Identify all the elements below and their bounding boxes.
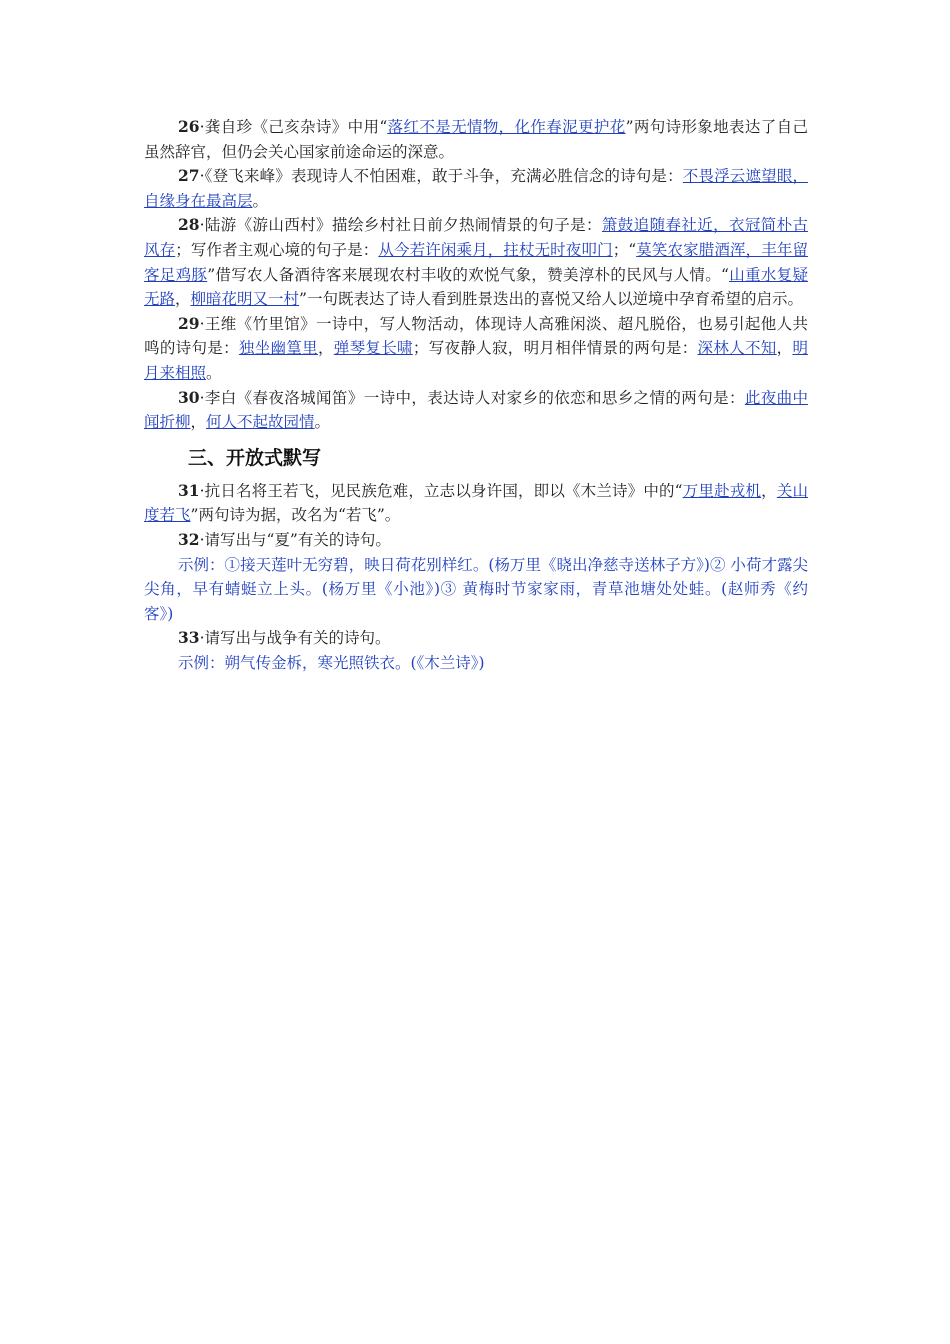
question-text: ， bbox=[175, 290, 191, 309]
question-number: 30 bbox=[178, 387, 200, 407]
question-text: ， bbox=[190, 413, 207, 432]
question-text: ·王维《竹里馆》一诗中，写人物活动，体现诗人高雅闲淡、超凡脱俗，也易引起他人共鸣的诗句是： bbox=[144, 314, 808, 358]
answer: 山重水复疑无路 bbox=[144, 265, 808, 309]
question-28 bbox=[144, 213, 808, 311]
question-text: ”两句诗为据，改名为“若飞”。 bbox=[190, 506, 401, 525]
answer: 箫鼓追随春社近，衣冠简朴古风存 bbox=[144, 216, 808, 259]
question-text: ·陆游《游山西村》描绘乡村社日前夕热闹情景的句子是： bbox=[199, 216, 602, 235]
question-text: 。 bbox=[314, 413, 331, 432]
question-text: ”两句诗形象地表达了自己虽然辞官，但仍会关心国家前途命运的深意。 bbox=[144, 118, 808, 161]
question-text: ， bbox=[776, 339, 793, 358]
question-text: ·《登飞来峰》表现诗人不怕困难，敢于斗争，充满必胜信念的诗句是： bbox=[199, 167, 683, 186]
answer: 弹琴复长啸 bbox=[333, 339, 413, 358]
question-number: 27 bbox=[178, 166, 200, 186]
question-31 bbox=[144, 479, 808, 528]
question-27 bbox=[144, 164, 808, 213]
question-text: ；写夜静人寂，明月相伴情景的两句是： bbox=[412, 339, 698, 358]
answer: 此夜曲中闻折柳 bbox=[144, 388, 808, 432]
question-number: 29 bbox=[178, 313, 200, 333]
question-text: ， bbox=[761, 481, 777, 500]
question-number: 26 bbox=[178, 117, 200, 136]
question-30 bbox=[144, 386, 808, 435]
answer: 不畏浮云遮望眼，自缘身在最高层 bbox=[144, 167, 808, 210]
question-text: ·请写出与“夏”有关的诗句。 bbox=[199, 530, 391, 549]
answer: 独坐幽篁里 bbox=[238, 339, 318, 358]
question-32 bbox=[144, 528, 808, 553]
question-33 bbox=[144, 626, 808, 651]
example-answer: 示例：①接天莲叶无穷碧，映日荷花别样红。(杨万里《晓出净慈寺送林子方》)② 小荷才露尖尖角，早有蜻蜓立上头。(杨万里《小池》)③ 黄梅时节家家雨，青草池塘处处蛙。(赵师秀《约客》) bbox=[144, 555, 808, 623]
question-29 bbox=[144, 312, 808, 386]
question-text: ；写作者主观心境的句子是： bbox=[175, 240, 379, 259]
example-answer: 示例：朔气传金柝，寒光照铁衣。(《木兰诗》) bbox=[178, 653, 485, 672]
question-number: 33 bbox=[178, 628, 200, 648]
question-number: 32 bbox=[178, 529, 200, 549]
answer: 万里赴戎机 bbox=[682, 481, 762, 500]
question-text: ·龚自珍《己亥杂诗》中用“ bbox=[199, 118, 388, 136]
question-text: 。 bbox=[206, 363, 222, 382]
answer: 莫笑农家腊酒浑，丰年留客足鸡豚 bbox=[144, 240, 808, 284]
question-text: ·请写出与战争有关的诗句。 bbox=[199, 629, 391, 648]
answer: 柳暗花明又一村 bbox=[190, 290, 300, 309]
question-text: ”一句既表达了诗人看到胜景迭出的喜悦又给人以逆境中孕育希望的启示。 bbox=[299, 290, 803, 309]
section-heading: 三、开放式默写 bbox=[188, 446, 322, 469]
answer: 何人不起故园情 bbox=[206, 413, 315, 432]
document-page bbox=[144, 115, 808, 675]
question-text: ， bbox=[317, 339, 334, 358]
answer: 深林人不知 bbox=[697, 339, 777, 358]
question-number: 31 bbox=[178, 480, 200, 500]
question-text: 。 bbox=[252, 191, 269, 210]
question-text: ”借写农人备酒待客来展现农村丰收的欢悦气象，赞美淳朴的民风与人情。“ bbox=[207, 265, 729, 284]
question-text: ·李白《春夜洛城闻笛》一诗中，表达诗人对家乡的依恋和思乡之情的两句是： bbox=[199, 388, 745, 407]
question-26 bbox=[144, 115, 808, 164]
answer: 从今若许闲乘月，拄杖无时夜叩门 bbox=[378, 240, 613, 259]
answer: 落红不是无情物，化作春泥更护花 bbox=[387, 118, 626, 136]
answer: 明月来相照 bbox=[144, 339, 808, 382]
question-text: ·抗日名将王若飞，见民族危难，立志以身许国，即以《木兰诗》中的“ bbox=[199, 481, 683, 500]
question-text: ；“ bbox=[612, 240, 637, 259]
question-number: 28 bbox=[178, 215, 200, 235]
answer: 关山度若飞 bbox=[144, 481, 808, 525]
